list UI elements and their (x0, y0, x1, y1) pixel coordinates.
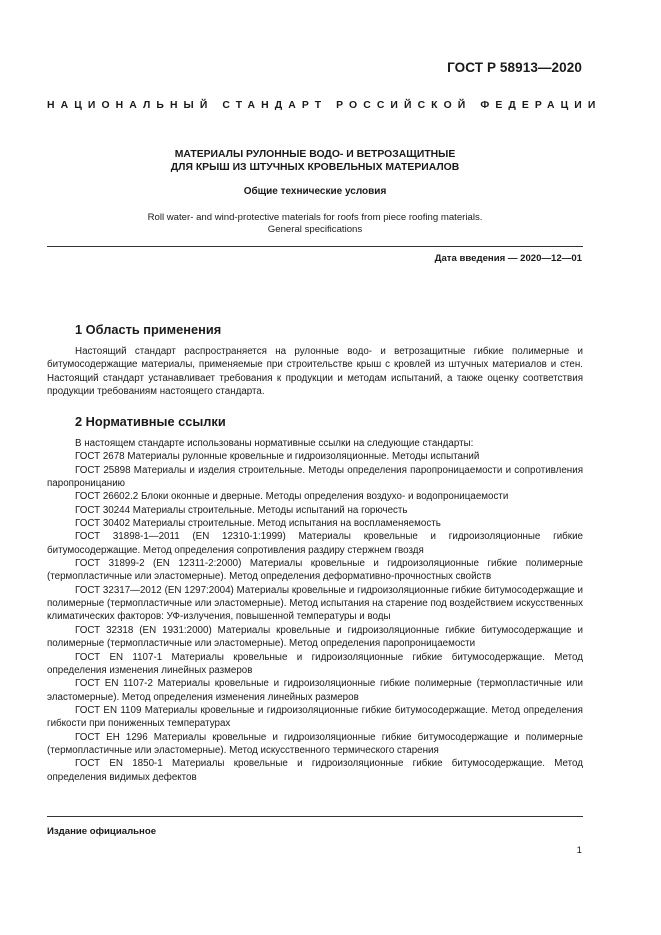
reference-item: ГОСТ EN 1107-2 Материалы кровельные и гидроизоляционные гибкие полимерные (термопластичные или эластомерные). Метод определения изменения линейных размеров (47, 678, 583, 703)
english-title (80, 212, 550, 236)
reference-item: ГОСТ EN 1850-1 Материалы кровельные и гидроизоляционные гибкие битумосодержащие. Метод определения видимых дефектов (47, 758, 583, 783)
official-edition-label: Издание официальное (47, 826, 157, 837)
introduction-date: Дата введения — 2020—12—01 (434, 253, 582, 264)
standard-id: ГОСТ Р 58913—2020 (447, 60, 582, 75)
reference-item: ГОСТ 32317—2012 (EN 1297:2004) Материалы кровельные и гидроизоляционные гибкие битумосодержащие и полимерные (термопластичные или эластомерные). Метод испытания на старение под воздействием искусственных климатических факторов: УФ-излучения, повышенной температуры и воды (47, 584, 583, 623)
paragraph: Настоящий стандарт распространяется на рулонные водо- и ветрозащитные гибкие полимерные и битумосодержащие материалы, применяемые при строительстве крыш с кровлей из штучных материалов и стен. Настоящий стандарт устанавливает требования к продукции и методам испытаний, а также оценку соответствия продукции требованиям настоящего стандарта. (47, 346, 583, 398)
divider-top (47, 246, 583, 247)
reference-item: ГОСТ 31899-2 (EN 12311-2:2000) Материалы кровельные и гидроизоляционные гибкие полимерные (термопластичные или эластомерные). Метод определения деформативно-прочностных свойств (47, 558, 583, 583)
reference-item: ГОСТ 26602.2 Блоки оконные и дверные. Методы определения воздухо- и водопроницаемости (75, 491, 509, 503)
section-heading: 2 Нормативные ссылки (75, 414, 226, 429)
reference-item: ГОСТ 31898-1—2011 (EN 12310-1:1999) Материалы кровельные и гидроизоляционные гибкие битумосодержащие. Метод определения сопротивления раздиру стержнем гвоздя (47, 531, 583, 556)
section-scope (47, 322, 583, 398)
national-standard-banner: НАЦИОНАЛЬНЫЙ СТАНДАРТ РОССИЙСКОЙ ФЕДЕРАЦИИ (47, 100, 602, 111)
reference-item: ГОСТ EN 1109 Материалы кровельные и гидроизоляционные гибкие битумосодержащие. Метод определения гибкости при пониженных температурах (47, 704, 583, 730)
section-normative-references (47, 414, 583, 784)
title-line-2: ДЛЯ КРЫШ ИЗ ШТУЧНЫХ КРОВЕЛЬНЫХ МАТЕРИАЛОВ (170, 162, 460, 173)
reference-item: ГОСТ 30244 Материалы строительные. Методы испытаний на горючесть (75, 504, 408, 516)
paragraph: В настоящем стандарте использованы нормативные ссылки на следующие стандарты: (75, 438, 474, 449)
page-number: 1 (576, 845, 582, 856)
reference-item: ГОСТ ЕН 1296 Материалы кровельные и гидроизоляционные гибкие битумосодержащие и полимерные (термопластичные или эластомерные). Метод искусственного термического старения (47, 731, 583, 756)
divider-bottom (47, 816, 583, 817)
reference-item: ГОСТ 32318 (EN 1931:2000) Материалы кровельные и гидроизоляционные гибкие битумосодержащие и полимерные (термопластичные или эластомерные). Метод определения паропроницаемости (47, 624, 583, 650)
english-title-line-1: Roll water- and wind-protective materials for roofs from piece roofing materials. (147, 212, 483, 223)
reference-item: ГОСТ 30402 Материалы строительные. Метод испытания на воспламеняемость (75, 518, 441, 530)
document-title (80, 148, 550, 174)
title-line-1: МАТЕРИАЛЫ РУЛОННЫЕ ВОДО- И ВЕТРОЗАЩИТНЫЕ (174, 149, 456, 160)
reference-item: ГОСТ 2678 Материалы рулонные кровельные и гидроизоляционные. Методы испытаний (75, 451, 480, 463)
reference-item: ГОСТ EN 1107-1 Материалы кровельные и гидроизоляционные гибкие битумосодержащие. Метод определения изменения линейных размеров (47, 651, 583, 676)
section-heading: 1 Область применения (75, 322, 222, 337)
reference-item: ГОСТ 25898 Материалы и изделия строительные. Методы определения паропроницаемости и сопротивления паропроницанию (47, 464, 583, 490)
english-title-line-2: General specifications (267, 224, 363, 235)
document-subtitle: Общие технические условия (243, 186, 387, 197)
